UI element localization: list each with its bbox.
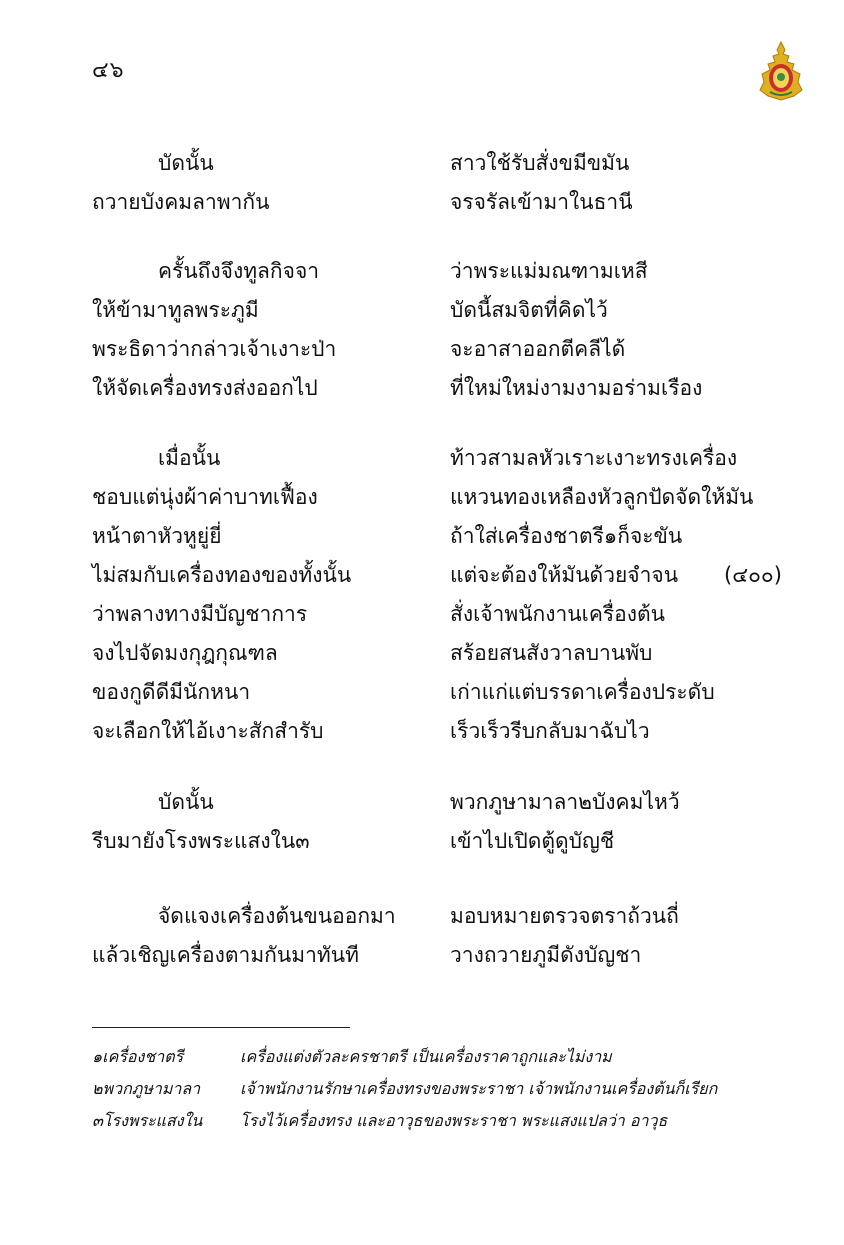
verse-line: จงไปจัดมงกุฎกุณฑล xyxy=(92,641,278,665)
footnote-term: ๑เครื่องชาตรี xyxy=(92,1047,184,1066)
verse-line: ชอบแต่นุ่งผ้าค่าบาทเฟื้อง xyxy=(92,485,318,509)
verse-line: ครั้นถึงจึงทูลกิจจา xyxy=(158,259,320,283)
verse-line: ไม่สมกับเครื่องทองของทั้งนั้น xyxy=(92,563,352,587)
verse-line: ท้าวสามลหัวเราะเงาะทรงเครื่อง xyxy=(450,446,738,470)
verse-line: จรจรัลเข้ามาในธานี xyxy=(450,190,633,214)
verse-line: วางถวายภูมีดังบัญชา xyxy=(450,943,642,967)
verse-line: บัดนั้น xyxy=(158,790,214,814)
verse-line: เมื่อนั้น xyxy=(158,446,221,470)
verse-line: ว่าพลางทางมีบัญชาการ xyxy=(92,602,308,626)
verse-line: จะอาสาออกตีคลีได้ xyxy=(450,337,626,361)
verse-line: แล้วเชิญเครื่องตามกันมาทันที xyxy=(92,943,359,967)
verse-line: ของกูดีดีมีนักหนา xyxy=(92,680,251,704)
verse-line: ว่าพระแม่มณฑามเหสี xyxy=(450,259,648,283)
verse-number: (๔๐๐) xyxy=(724,563,782,587)
verse-line: จัดแจงเครื่องต้นขนออกมา xyxy=(158,904,396,928)
page-number: ๔๖ xyxy=(92,58,125,83)
verse-line: สั่งเจ้าพนักงานเครื่องต้น xyxy=(450,602,666,626)
verse-line: ถวายบังคมลาพากัน xyxy=(92,190,270,214)
verse-line: จะเลือกให้ไอ้เงาะสักสำรับ xyxy=(92,719,324,743)
royal-crest-emblem-icon xyxy=(756,40,806,102)
verse-line: เก่าแก่แต่บรรดาเครื่องประดับ xyxy=(450,680,715,704)
verse-line: ถ้าใส่เครื่องชาตรี๑ก็จะขัน xyxy=(450,524,683,548)
verse-line: ให้ข้ามาทูลพระภูมี xyxy=(92,298,259,322)
footnote-term: ๒พวกภูษามาลา xyxy=(92,1079,201,1098)
footnote-term: ๓โรงพระแสงใน xyxy=(92,1111,203,1130)
footnote-definition: เครื่องแต่งตัวละครชาตรี เป็นเครื่องราคาถูกและไม่งาม xyxy=(240,1047,612,1066)
verse-line: เร็วเร็วรีบกลับมาฉับไว xyxy=(450,719,650,743)
verse-line: ให้จัดเครื่องทรงส่งออกไป xyxy=(92,376,318,400)
verse-line: แหวนทองเหลืองหัวลูกปัดจัดให้มัน xyxy=(450,485,754,509)
verse-line: เข้าไปเปิดตู้ดูบัญชี xyxy=(450,829,615,853)
verse-line: พระธิดาว่ากล่าวเจ้าเงาะป่า xyxy=(92,337,337,361)
footnote-divider xyxy=(92,1027,350,1028)
verse-line: สร้อยสนสังวาลบานพับ xyxy=(450,641,653,665)
verse-line: แต่จะต้องให้มันด้วยจำจน xyxy=(450,563,679,587)
verse-line: บัดนั้น xyxy=(158,151,214,175)
verse-line: สาวใช้รับสั่งขมีขมัน xyxy=(450,151,630,175)
verse-line: พวกภูษามาลา๒บังคมไหว้ xyxy=(450,790,680,814)
verse-line: มอบหมายตรวจตราถ้วนถี่ xyxy=(450,904,679,928)
footnote-definition: เจ้าพนักงานรักษาเครื่องทรงของพระราชา เจ้าพนักงานเครื่องต้นก็เรียก xyxy=(240,1079,718,1098)
verse-line: บัดนี้สมจิตที่คิดไว้ xyxy=(450,298,608,322)
verse-line: ที่ใหม่ใหม่งามงามอร่ามเรือง xyxy=(450,376,703,400)
footnote-definition: โรงไว้เครื่องทรง และอาวุธของพระราชา พระแสงแปลว่า อาวุธ xyxy=(240,1111,668,1130)
verse-line: หน้าตาหัวหูยู่ยี่ xyxy=(92,524,222,548)
verse-line: รีบมายังโรงพระแสงใน๓ xyxy=(92,829,310,853)
